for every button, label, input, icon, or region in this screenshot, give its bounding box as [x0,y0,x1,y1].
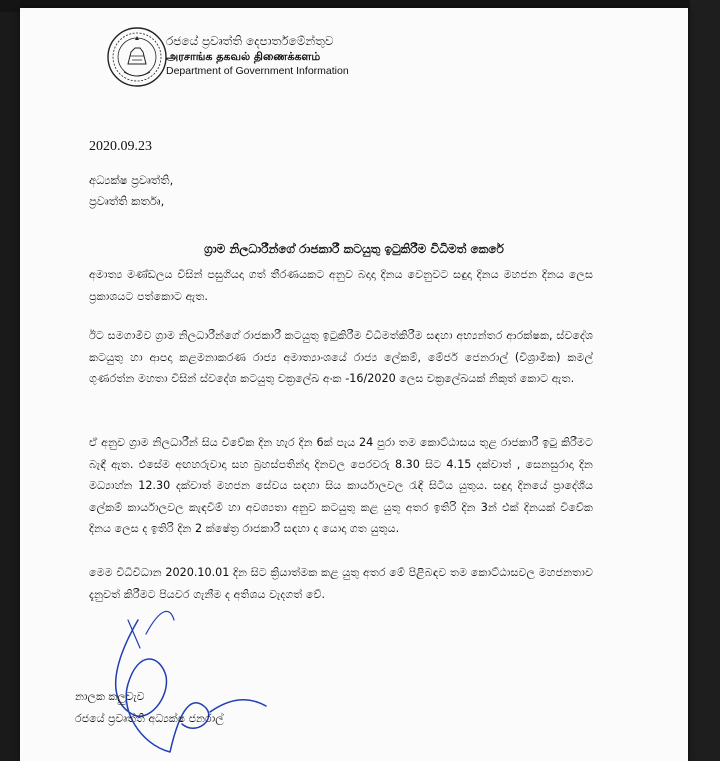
recipients [89,170,173,212]
sri-lanka-emblem-icon [106,26,168,88]
paragraph: ඊට සමගාමීව ග්‍රාම නිලධාරීන්ගේ රාජකාරී කටයුතු ඉටුකිරීම විධිමත්කිරීම සඳහා අභ්‍යන්තර ආරක්ෂක, ස්වදේශ කටයුතු හා ආපදා කළමනාකරණ රාජ්‍ය අමාත්‍යාංශයේ රාජ්‍ය ලේකම්, මේජර් ජෙනරාල් (විශ්‍රාමික) කමල් ගුණරත්න මහතා විසින් ස්වදේශ කටයුතු චක්‍රලේඛ අංක -16/2020 ලෙස චක්‍රලේඛයක් නිකුත් කොට ඇත. [89,329,593,386]
recipient-line: අධ්‍යක්ෂ ප්‍රවෘත්ති, [89,173,174,187]
letter-date: 2020.09.23 [89,139,152,154]
paragraph: මෙම විධිවිධාන 2020.10.01 දින සිට ක්‍රියාත්මක කළ යුතු අතර මේ පිළිබඳව තම කොට්ඨාසවල මහජනතාව දැනුවත් කිරීමට පියවර ගැනීම ද අතිශය වැදගත් වේ. [89,566,593,601]
letterhead [166,34,349,79]
signatory-title: රජයේ ප්‍රවෘත්ති අධ්‍යක්ෂ ජනරාල් [75,712,224,725]
letterhead-sinhala: රජයේ ප්‍රවෘත්ති දෙපාර්තමේන්තුව [166,34,334,48]
letter-page [20,8,688,761]
letter-heading: ග්‍රාම නිලධාරීන්ගේ රාජකාරී කටයුතු ඉටුකිරීම විධිමත් කෙරේ [204,242,504,256]
letterhead-tamil: அரசாங்க தகவல் திணைக்களம் [166,50,321,63]
signatory-name: නාලක කලුවැව [75,690,145,703]
screen-margin [690,0,720,761]
paragraph: අමාත්‍ය මණ්ඩලය විසින් පසුගියදා ගත් තීරණයකට අනුව බදාදා දිනය වෙනුවට සඳුදා දිනය මහජන දිනය ලෙස ප්‍රකාශයට පත්කොට ඇත. [89,268,593,303]
paragraph: ඒ අනුව ග්‍රාම නිලධාරීන් සිය විවේක දින හැර දින 6ක් පැය 24 පුරා තම කොට්ඨාසය තුළ රාජකාරී ඉටු කිරීමට බැඳී ඇත. එසේම අඟහරුවාදා සහ බ්‍රහස්පතින්දා දිනවල පෙරවරු 8.30 සිට 4.15 දක්වාත් , සෙනසුරාදා දින මධ්‍යාහ්න 12.30 දක්වාත් මහජන සේවය සඳහා සිය කාර්යාලවල රැඳී සිටිය යුතුය. සඳුදා දිනයේ ප්‍රාදේශීය ලේකම් කාර්යාලවල කැඳවීම් හා අවශ්‍යතා අනුව කටයුතු කළ යුතු අතර ඉතිරි දින 3න් එක් දිනයක් විවේක දිනය ලෙස ද ඉතිරි දින 2 ක්ෂේත්‍ර රාජකාරී සඳහා ද යොදා ගත යුතුය. [89,436,593,536]
signature-block [75,686,224,730]
letterhead-english: Department of Government Information [166,65,349,77]
recipient-line: ප්‍රවෘත්ති කර්තෘ, [89,194,165,208]
